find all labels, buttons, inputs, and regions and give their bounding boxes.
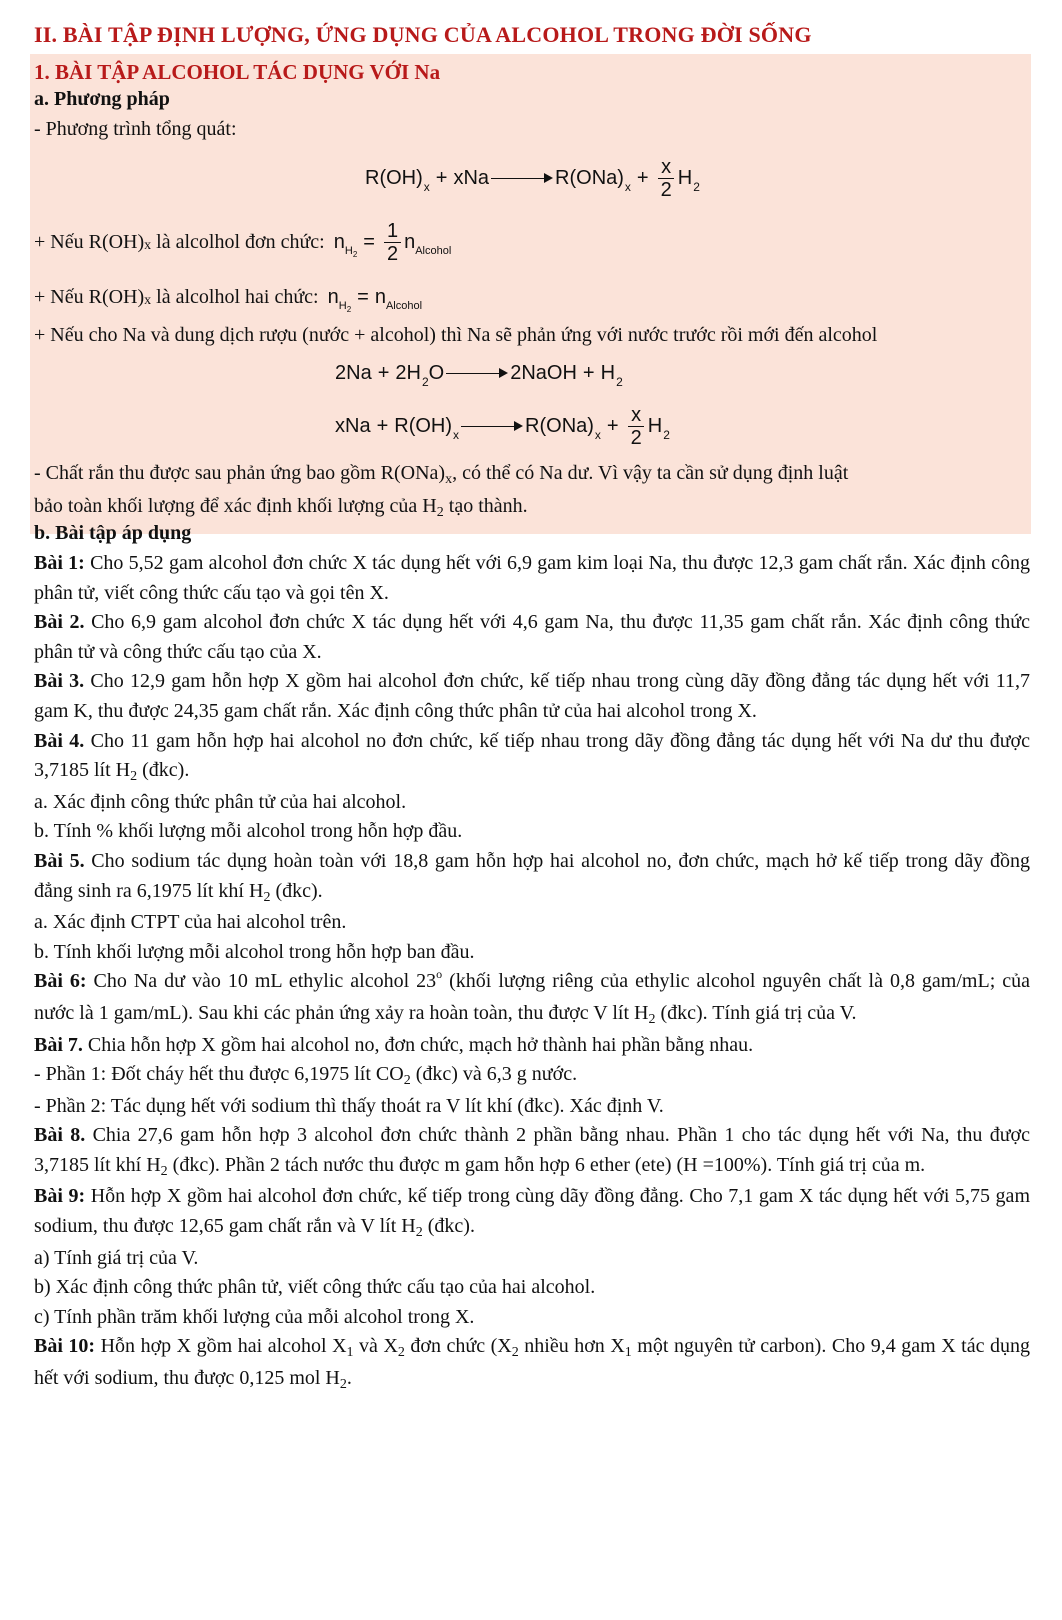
fraction-numerator: 1 <box>384 220 401 243</box>
exercise-label: Bài 5. <box>34 849 85 872</box>
exercise-9a: a) Tính giá trị của V. <box>34 1246 199 1269</box>
eq-subscript-text: H <box>344 245 353 257</box>
rule-text: là alcolhol hai chức: <box>151 285 324 308</box>
eq-subscript <box>339 300 351 312</box>
eq-subsubscript: 2 <box>352 250 358 259</box>
rule-text: + Nếu R(OH) <box>34 285 145 308</box>
eq-term: xNa <box>335 414 371 437</box>
water-equation <box>335 356 623 390</box>
exercise-4a: a. Xác định công thức phân tử của hai alcohol. <box>34 790 407 813</box>
exercise-text: và X <box>353 1335 398 1358</box>
general-equation <box>365 150 700 206</box>
eq-term: R(ONa) <box>555 166 624 189</box>
general-eq-label: - Phương trình tổng quát: <box>34 118 237 140</box>
exercise-text: nhiều hơn X <box>518 1335 625 1358</box>
exercise-7-part2: - Phần 2: Tác dụng hết với sodium thì thấy thoát ra V lít khí (đkc). Xác định V. <box>34 1094 664 1117</box>
reaction-arrow-icon <box>461 416 523 436</box>
eq-subscript: x <box>453 428 460 442</box>
exercise-7 <box>34 1031 1030 1061</box>
eq-term: H <box>647 414 663 437</box>
exercise-text: Chia 27,6 gam hỗn hợp 3 alcohol đơn chức thành 2 phần bằng nhau. Phần 1 cho tác dụng hết với Na, thu được 3,7185 lít khí H <box>34 1124 1030 1176</box>
method-title: a. Phương pháp <box>34 88 170 110</box>
exercise-text: Cho Na dư vào 10 mL ethylic alcohol 23 <box>86 970 437 993</box>
alcohol-equation <box>335 398 670 454</box>
fraction-denominator: 2 <box>386 242 399 265</box>
eq-fraction <box>658 156 675 201</box>
reaction-arrow-icon <box>491 168 553 188</box>
subscript: 2 <box>397 1345 405 1361</box>
eq-equals: = <box>363 230 375 253</box>
exercise-8 <box>34 1121 1030 1182</box>
eq-subsubscript: 2 <box>346 305 352 314</box>
subscript: 1 <box>346 1345 354 1361</box>
subscript: 2 <box>415 1225 423 1241</box>
eq-subscript: Alcohol <box>415 245 452 257</box>
exercise-text: (đkc). Tính giá trị của V. <box>655 1001 857 1024</box>
exercise-label: Bài 3. <box>34 670 85 693</box>
subscript: 2 <box>648 1011 656 1027</box>
exercise-text: (đkc). Phần 2 tách nước thu được m gam hỗn hợp 6 ether (ete) (H =100%). Tính giá trị của m. <box>167 1153 926 1176</box>
solid-note <box>34 458 1030 524</box>
eq-term: 2H <box>395 361 421 384</box>
exercise-text: (đkc). <box>422 1215 475 1238</box>
eq-subscript: x <box>144 238 152 253</box>
eq-term: R(OH) <box>365 166 423 189</box>
eq-subscript: x <box>445 472 453 487</box>
section-heading: II. BÀI TẬP ĐỊNH LƯỢNG, ỨNG DỤNG CỦA ALCOHOL TRONG ĐỜI SỐNG <box>34 22 812 47</box>
exercise-5a: a. Xác định CTPT của hai alcohol trên. <box>34 911 347 934</box>
exercise-label: Bài 2. <box>34 611 85 634</box>
exercise-text: Hỗn hợp X gồm hai alcohol X <box>95 1335 347 1358</box>
mono-formula <box>334 220 452 265</box>
eq-fraction <box>628 404 645 449</box>
eq-subscript-text: H <box>338 300 347 312</box>
eq-equals: = <box>357 285 369 308</box>
rule-text: + Nếu R(OH) <box>34 230 145 253</box>
exercise-text: Cho 12,9 gam hỗn hợp X gồm hai alcohol đơn chức, kế tiếp nhau trong cùng dãy đồng đẳng tác dụng hết với 11,7 gam K, thu được 24,35 gam chất rắn. Xác định công thức phân tử của hai alcohol trong X. <box>34 670 1031 722</box>
subscript: 2 <box>403 1073 411 1089</box>
subscript: 2 <box>130 769 138 785</box>
mono-alcohol-line <box>34 214 451 270</box>
eq-subscript <box>345 245 357 257</box>
fraction-denominator: 2 <box>660 178 672 201</box>
reaction-arrow-icon <box>446 363 508 383</box>
exercise-text: Chia hỗn hợp X gồm hai alcohol no, đơn chức, mạch hở thành hai phần bằng nhau. <box>82 1033 754 1056</box>
eq-term: R(ONa) <box>525 414 594 437</box>
exercise-text: Hỗn hợp X gồm hai alcohol đơn chức, kế tiếp trong cùng dãy đồng đẳng. Cho 7,1 gam X tác dụng hết với 5,75 gam sodium, thu được 12,65 gam chất rắn và V lít H <box>34 1185 1030 1238</box>
fraction-denominator: 2 <box>630 426 642 449</box>
exercise-label: Bài 10: <box>34 1335 96 1358</box>
eq-subscript: 2 <box>616 375 623 389</box>
eq-term: n <box>327 285 339 308</box>
eq-term: R(OH) <box>394 414 453 437</box>
exercise-5b: b. Tính khối lượng mỗi alcohol trong hỗn hợp ban đầu. <box>34 940 475 963</box>
exercise-3 <box>34 667 1030 726</box>
subscript: 2 <box>511 1345 519 1361</box>
di-alcohol-line <box>34 280 422 314</box>
eq-term: H <box>677 166 693 189</box>
eq-plus: + <box>435 166 448 189</box>
exercise-text: - Phần 1: Đốt cháy hết thu được 6,1975 lít CO <box>34 1063 404 1086</box>
eq-term: 2Na <box>335 361 372 384</box>
eq-plus: + <box>376 414 389 437</box>
di-formula <box>327 285 423 314</box>
exercise-text: (đkc). <box>270 879 323 902</box>
exercise-label: Bài 9: <box>34 1185 86 1208</box>
subscript: 2 <box>263 889 271 905</box>
eq-term: H <box>600 361 616 384</box>
exercise-5 <box>34 847 1030 908</box>
eq-term: 2NaOH <box>510 361 577 384</box>
exercise-2 <box>34 608 1030 667</box>
exercise-9c: c) Tính phần trăm khối lượng của mỗi alcohol trong X. <box>34 1305 475 1328</box>
exercise-text: Cho sodium tác dụng hoàn toàn với 18,8 gam hỗn hợp hai alcohol no, đơn chức, mạch hở kế tiếp trong dãy đồng đẳng sinh ra 6,1975 lít khí H <box>34 849 1030 902</box>
superscript: o <box>436 967 443 982</box>
rule-text: là alcolhol đơn chức: <box>151 230 330 253</box>
note-text: - Chất rắn thu được sau phản ứng bao gồm R(ONa) <box>34 462 446 484</box>
exercise-list <box>34 549 1030 1396</box>
eq-subscript: x <box>624 180 631 194</box>
eq-plus: + <box>377 361 390 384</box>
note-text: bảo toàn khối lượng để xác định khối lượng của H <box>34 495 437 517</box>
eq-term: n <box>404 230 416 253</box>
eq-term: n <box>333 230 345 253</box>
exercise-10 <box>34 1332 1030 1395</box>
exercise-9b: b) Xác định công thức phân tử, viết công thức cấu tạo của hai alcohol. <box>34 1276 596 1299</box>
exercise-1 <box>34 549 1030 608</box>
eq-term: n <box>374 285 386 308</box>
exercise-label: Bài 6: <box>34 970 87 993</box>
exercise-label: Bài 7. <box>34 1033 83 1056</box>
exercise-label: Bài 1: <box>34 552 85 574</box>
eq-subscript: 2 <box>421 375 429 389</box>
eq-fraction <box>384 220 401 265</box>
subscript: 1 <box>624 1345 632 1361</box>
water-note: + Nếu cho Na và dung dịch rượu (nước + alcohol) thì Na sẽ phản ứng với nước trước rồi mới đến alcohol <box>34 324 878 346</box>
section1-title: 1. BÀI TẬP ALCOHOL TÁC DỤNG VỚI Na <box>34 60 441 84</box>
exercise-text: (đkc). <box>137 759 190 782</box>
apply-title: b. Bài tập áp dụng <box>34 522 192 544</box>
exercise-9 <box>34 1182 1030 1243</box>
exercise-text: (khối lượng riêng của ethylic alcohol nguyên chất là 0,8 gam/mL; của nước là 1 gam/mL). Sau khi các phản ứng xảy ra hoàn toàn, thu được V lít H <box>34 970 1030 1024</box>
exercise-text: . <box>346 1367 352 1390</box>
exercise-6 <box>34 967 1030 1030</box>
exercise-4 <box>34 727 1030 788</box>
subscript: 2 <box>160 1163 168 1179</box>
eq-term: xNa <box>453 166 490 189</box>
note-text: tạo thành. <box>443 495 528 517</box>
eq-subscript: 2 <box>436 505 444 520</box>
eq-subscript: 2 <box>693 180 700 194</box>
eq-subscript: 2 <box>663 428 670 442</box>
exercise-text: (đkc) và 6,3 g nước. <box>410 1063 578 1086</box>
eq-subscript: x <box>594 428 601 442</box>
fraction-numerator: x <box>628 404 644 427</box>
eq-subscript: x <box>423 180 430 194</box>
eq-plus: + <box>582 361 595 384</box>
eq-subscript: Alcohol <box>385 300 423 312</box>
exercise-4b: b. Tính % khối lượng mỗi alcohol trong hỗn hợp đầu. <box>34 820 463 843</box>
exercise-7-part1 <box>34 1060 1030 1092</box>
fraction-numerator: x <box>658 156 674 179</box>
exercise-text: Cho 5,52 gam alcohol đơn chức X tác dụng hết với 6,9 gam kim loại Na, thu được 12,3 gam chất rắn. Xác định công phân tử, viết công thức cấu tạo và gọi tên X. <box>34 552 1031 604</box>
exercise-text: Cho 6,9 gam alcohol đơn chức X tác dụng hết với 4,6 gam Na, thu được 11,35 gam chất rắn. Xác định công thức phân tử và công thức cấu tạo của X. <box>34 611 1030 663</box>
exercise-text: đơn chức (X <box>404 1335 512 1358</box>
exercise-text: Cho 11 gam hỗn hợp hai alcohol no đơn chức, kế tiếp nhau trong dãy đồng đẳng tác dụng hết với Na dư thu được 3,7185 lít H <box>34 729 1030 782</box>
eq-term: O <box>428 361 445 384</box>
exercise-text: một nguyên tử carbon). Cho 9,4 gam X tác dụng hết với sodium, thu được 0,125 mol H <box>34 1335 1031 1390</box>
exercise-label: Bài 4. <box>34 729 85 752</box>
eq-subscript: x <box>144 293 152 308</box>
exercise-label: Bài 8. <box>34 1124 86 1147</box>
note-text: , có thể có Na dư. Vì vậy ta cần sử dụng định luật <box>452 462 849 484</box>
eq-plus: + <box>636 166 649 189</box>
eq-plus: + <box>606 414 619 437</box>
subscript: 2 <box>339 1377 347 1393</box>
